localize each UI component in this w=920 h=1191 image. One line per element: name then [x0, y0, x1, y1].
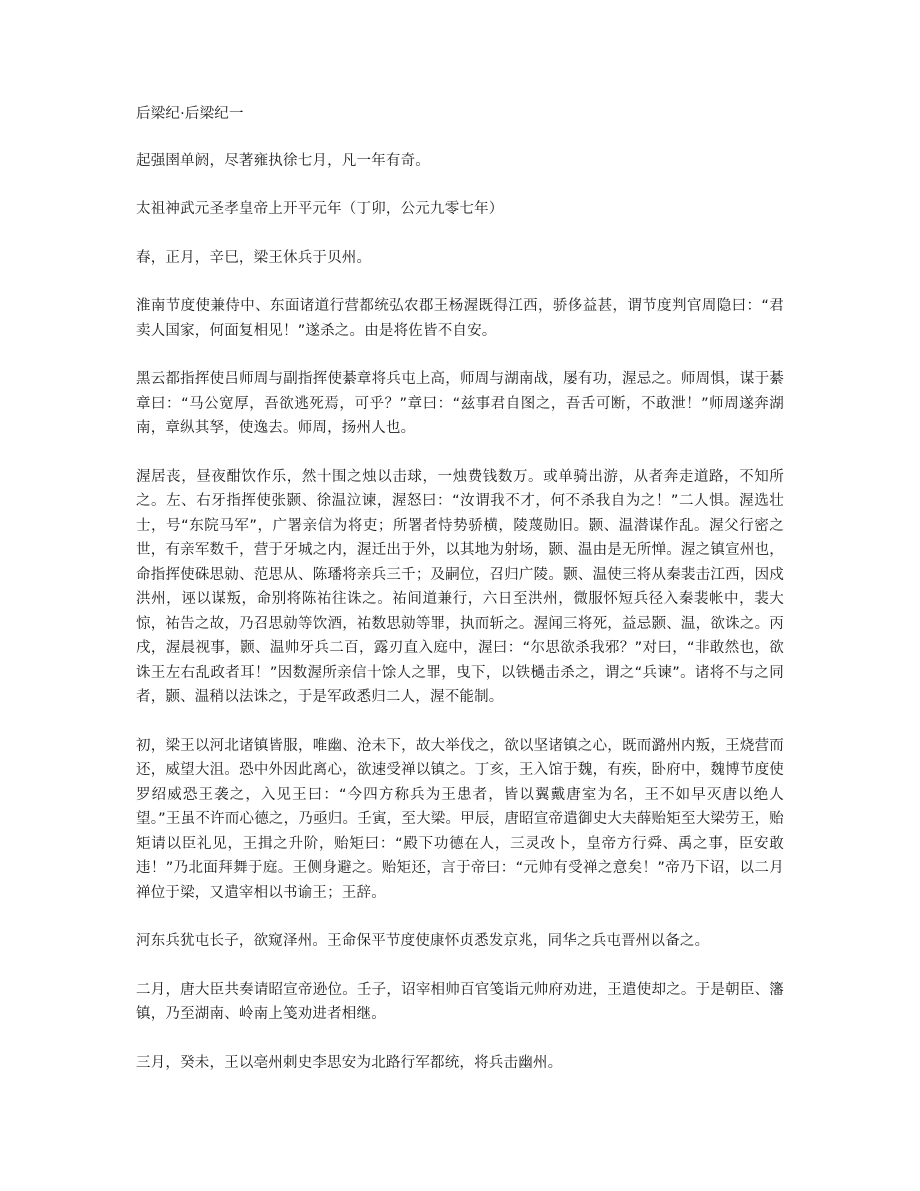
- paragraph-reign-heading: 太祖神武元圣孝皇帝上开平元年（丁卯，公元九零七年）: [136, 201, 504, 217]
- paragraph: 二月，唐大臣共奏请昭宣帝逊位。壬子，诏宰相帅百官笺诣元帅府劝进，王遣使却之。于是朝臣、籓镇，乃至湖南、岭南上笺劝进者相继。: [136, 981, 784, 1022]
- paragraph: 三月，癸未，王以亳州刺史李思安为北路行军都统，将兵击幽州。: [136, 1054, 563, 1071]
- paragraph: 渥居丧，昼夜酣饮作乐，然十围之烛以击球，一烛费钱数万。或单骑出游，从者奔走道路，不知所之。左、右牙指挥使张颢、徐温泣谏，渥怒曰：“汝谓我不才，何不杀我自为之！”二人惧。渥选壮士，号“东院马军”，广署亲信为将吏；所署者恃势骄横，陵蔑勋旧。颢、温潜谋作乱。渥父行密之世，有亲军数千，营于牙城之内，渥迁出于外，以其地为射场，颢、温由是无所惮。渥之镇宣州也，命指挥使硃思勍、范思从、陈璠将亲兵三千；及嗣位，召归广陵。颢、温使三将从秦裴击江西，因戍洪州，诬以谋叛，命别将陈祐往诛之。祐间道兼行，六日至洪州，微服怀短兵径入秦裴帐中，裴大惊，祐告之故，乃召思勍等饮酒，祐数思勍等罪，执而斩之。渥闻三将死，益忌颢、温，欲诛之。丙戌，渥晨视事，颢、温帅牙兵二百，露刃直入庭中，渥曰：“尔思欲杀我邪？”对曰，“非敢然也，欲诛王左右乱政者耳！”因数渥所亲信十馀人之罪，曳下，以铁檛击杀之，谓之“兵谏”。诸将不与之同者，颢、温稍以法诛之，于是军政悉归二人，渥不能制。: [136, 468, 784, 705]
- document-title: 后梁纪·后梁纪一: [136, 106, 244, 122]
- paragraph: 黑云都指挥使吕师周与副指挥使綦章将兵屯上高，师周与湖南战，屡有功，渥忌之。师周惧，谋于綦章曰：“马公宽厚，吾欲逃死焉，可乎？”章曰：“兹事君自图之，吾舌可断，不敢泄！”师周遂奔湖南，章纵其孥，使逸去。师周，扬州人也。: [136, 371, 784, 436]
- paragraph: 淮南节度使兼侍中、东面诸道行营都统弘农郡王杨渥既得江西，骄侈益甚，谓节度判官周隐曰：“君卖人国家，何面复相见！”遂杀之。由是将佐皆不自安。: [136, 298, 784, 339]
- paragraph: 初，梁王以河北诸镇皆服，唯幽、沧未下，故大举伐之，欲以坚诸镇之心，既而潞州内叛，王烧营而还，威望大沮。恐中外因此离心，欲速受禅以镇之。丁亥，王入馆于魏，有疾，卧府中，魏博节度使罗绍威恐王袭之，入见王曰：“今四方称兵为王患者，皆以翼戴唐室为名，王不如早灭唐以绝人望。”王虽不许而心德之，乃亟归。壬寅，至大梁。甲辰，唐昭宣帝遣御史大夫薛贻矩至大梁劳王，贻矩请以臣礼见，王揖之升阶，贻矩曰：“殿下功德在人，三灵改卜，皇帝方行舜、禹之事，臣安敢违！”乃北面拜舞于庭。王侧身避之。贻矩还，言于帝曰：“元帅有受禅之意矣！”帝乃下诏，以二月禅位于梁，又遣宰相以书谕王；王辞。: [136, 737, 784, 901]
- document-page: [136, 102, 784, 1099]
- paragraph: 河东兵犹屯长子，欲窥泽州。王命保平节度使康怀贞悉发京兆，同华之兵屯晋州以备之。: [136, 933, 710, 949]
- paragraph: 春，正月，辛巳，梁王休兵于贝州。: [136, 249, 372, 266]
- paragraph-summary: 起强圉单阏，尽著雍执徐七月，凡一年有奇。: [136, 152, 430, 169]
